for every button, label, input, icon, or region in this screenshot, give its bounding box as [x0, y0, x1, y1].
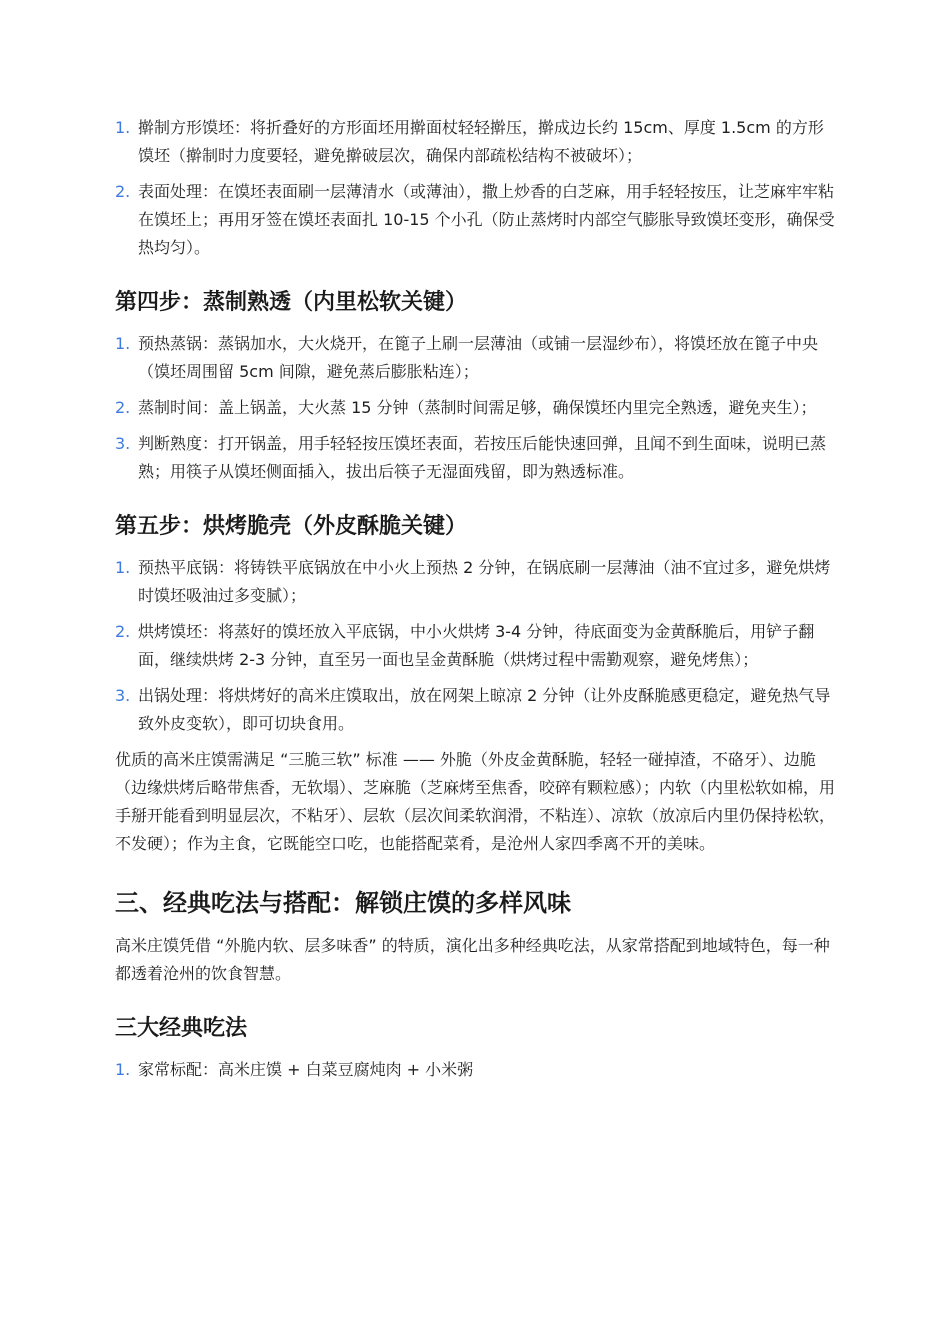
step5-list — [115, 554, 835, 738]
list-number: 2. — [115, 622, 131, 641]
list-text: 蒸制时间：盖上锅盖，大火蒸 15 分钟（蒸制时间需足够，确保馍坯内里完全熟透，避免夹生）； — [138, 398, 817, 417]
section3-heading: 三、经典吃法与搭配：解锁庄馍的多样风味 — [115, 889, 571, 917]
list-text: 表面处理：在馍坯表面刷一层薄清水（或薄油），撒上炒香的白芝麻，用手轻轻按压，让芝麻牢牢粘在馍坯上；再用牙签在馍坯表面扎 10-15 个小孔（防止蒸烤时内部空气膨胀导致馍坯变形，确保受热均匀）。 — [138, 182, 835, 257]
section3-intro: 高米庄馍凭借 “外脆内软、层多味香” 的特质，演化出多种经典吃法，从家常搭配到地域特色，每一种都透着沧州的饮食智慧。 — [115, 936, 830, 983]
list-text: 烘烤馍坯：将蒸好的馍坯放入平底锅，中小火烘烤 3-4 分钟，待底面变为金黄酥脆后，用铲子翻面，继续烘烤 2-3 分钟，直至另一面也呈金黄酥脆（烘烤过程中需勤观察，避免烤焦）； — [138, 622, 815, 669]
list-item — [115, 330, 835, 386]
list-item — [115, 682, 835, 738]
list-number: 2. — [115, 398, 131, 417]
quality-paragraph: 优质的高米庄馍需满足 “三脆三软” 标准 —— 外脆（外皮金黄酥脆，轻轻一碰掉渣，不硌牙）、边脆（边缘烘烤后略带焦香，无软塌）、芝麻脆（芝麻烤至焦香，咬碎有颗粒感）；内软（内里松软如棉，用手掰开能看到明显层次，不粘牙）、层软（层次间柔软润滑，不粘连）、凉软（放凉后内里仍保持松软，不发硬）；作为主食，它既能空口吃，也能搭配菜肴，是沧州人家四季离不开的美味。 — [115, 750, 836, 853]
list-text: 出锅处理：将烘烤好的高米庄馍取出，放在网架上晾凉 2 分钟（让外皮酥脆感更稳定，避免热气导致外皮变软），即可切块食用。 — [138, 686, 831, 733]
list-item — [115, 554, 835, 610]
document-content — [115, 114, 835, 1092]
list-item — [115, 430, 835, 486]
list-number: 1. — [115, 1060, 131, 1079]
step3-list — [115, 114, 835, 262]
list-number: 1. — [115, 558, 131, 577]
list-item — [115, 1056, 835, 1084]
list-item — [115, 618, 835, 674]
list-number: 1. — [115, 334, 131, 353]
list-number: 2. — [115, 182, 131, 201]
list-text: 预热蒸锅：蒸锅加水，大火烧开，在篦子上刷一层薄油（或铺一层湿纱布），将馍坯放在篦子中央（馍坯周围留 5cm 间隙，避免蒸后膨胀粘连）； — [138, 334, 819, 381]
list-text: 家常标配：高米庄馍 + 白菜豆腐炖肉 + 小米粥 — [138, 1060, 474, 1079]
step4-list — [115, 330, 835, 486]
list-text: 擀制方形馍坯：将折叠好的方形面坯用擀面杖轻轻擀压，擀成边长约 15cm、厚度 1.5cm 的方形馍坯（擀制时力度要轻，避免擀破层次，确保内部疏松结构不被破坏）； — [138, 118, 824, 165]
list-number: 3. — [115, 686, 131, 705]
list-item — [115, 394, 835, 422]
list-number: 3. — [115, 434, 131, 453]
list-text: 判断熟度：打开锅盖，用手轻轻按压馍坯表面，若按压后能快速回弹，且闻不到生面味，说明已蒸熟；用筷子从馍坯侧面插入，拔出后筷子无湿面残留，即为熟透标准。 — [138, 434, 827, 481]
section3-list — [115, 1056, 835, 1084]
step4-heading: 第四步：蒸制熟透（内里松软关键） — [115, 290, 468, 315]
list-item — [115, 178, 835, 262]
list-number: 1. — [115, 118, 131, 137]
list-item — [115, 114, 835, 170]
list-text: 预热平底锅：将铸铁平底锅放在中小火上预热 2 分钟，在锅底刷一层薄油（油不宜过多，避免烘烤时馍坯吸油过多变腻）； — [138, 558, 831, 605]
section3-subheading: 三大经典吃法 — [115, 1016, 248, 1041]
step5-heading: 第五步：烘烤脆壳（外皮酥脆关键） — [115, 514, 468, 539]
